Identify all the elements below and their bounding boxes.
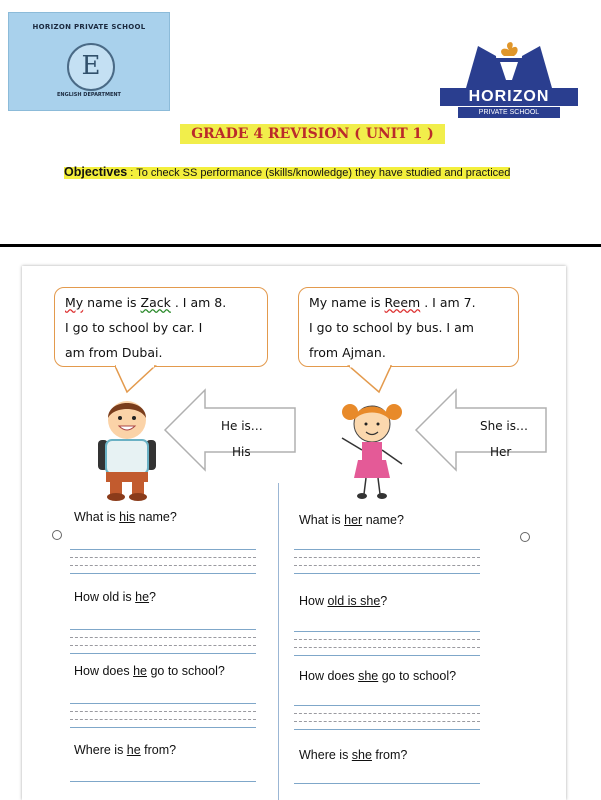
girl-question-3: How does she go to school? (299, 669, 457, 683)
bubble-tail-icon (339, 364, 399, 394)
boy-bubble-line-3: am from Dubai. (65, 345, 163, 360)
horizon-school-logo (438, 40, 580, 122)
logo-department: ENGLISH DEPARTMENT (57, 92, 121, 98)
boy-speech-bubble (54, 287, 268, 367)
answer-lines[interactable] (294, 698, 480, 730)
answer-lines[interactable] (70, 542, 256, 574)
bubble-tail-icon (115, 364, 165, 394)
girl-illustration-icon (328, 394, 418, 504)
answer-lines[interactable] (294, 542, 480, 574)
english-department-logo (8, 12, 170, 111)
girl-speech-bubble (298, 287, 519, 367)
resize-handle-right[interactable] (520, 532, 530, 542)
boy-arrow-bottom-label: His (232, 445, 251, 459)
girl-pronoun-arrow (414, 388, 549, 473)
girl-arrow-bottom-label: Her (490, 445, 512, 459)
logo-emblem (67, 43, 115, 91)
boy-illustration-icon (92, 396, 162, 501)
girl-bubble-line-3: from Ajman. (309, 345, 386, 360)
boy-arrow-top-label: He is… (221, 419, 263, 433)
boy-pronoun-arrow (163, 388, 298, 473)
logo-school-name: HORIZON PRIVATE SCHOOL (32, 23, 146, 31)
logo-word: HORIZON (440, 88, 578, 106)
girl-question-2: How old is she? (299, 594, 388, 608)
torch-emblem-icon (438, 40, 580, 90)
girl-arrow-top-label: She is… (480, 419, 529, 433)
answer-lines[interactable] (70, 774, 256, 782)
answer-lines[interactable] (70, 622, 256, 654)
answer-lines[interactable] (294, 776, 480, 784)
objectives-label: Objectives (64, 165, 128, 179)
girl-bubble-line-2: I go to school by bus. I am (309, 320, 474, 335)
boy-question-1: What is his name? (74, 510, 177, 524)
answer-lines[interactable] (70, 696, 256, 728)
divider-rule (0, 244, 601, 247)
boy-question-2: How old is he? (74, 590, 156, 604)
resize-handle-left[interactable] (52, 530, 62, 540)
boy-question-3: How does he go to school? (74, 664, 225, 678)
column-divider (278, 483, 279, 800)
page-title: GRADE 4 REVISION ( UNIT 1 ) (180, 124, 445, 144)
boy-bubble-line-2: I go to school by car. I (65, 320, 203, 335)
boy-question-4: Where is he from? (74, 743, 177, 757)
objectives-text: : To check SS performance (skills/knowledge) they have studied and practiced (127, 167, 511, 179)
logo-letter: E (81, 51, 101, 81)
girl-bubble-line-1: My name is Reem . I am 7. (309, 295, 476, 310)
objectives (64, 166, 542, 180)
boy-bubble-line-1: My name is Zack . I am 8. (65, 295, 227, 310)
girl-question-1: What is her name? (299, 513, 404, 527)
logo-subtitle: PRIVATE SCHOOL (458, 107, 560, 118)
girl-question-4: Where is she from? (299, 748, 408, 762)
worksheet (22, 266, 566, 800)
answer-lines[interactable] (294, 624, 480, 656)
